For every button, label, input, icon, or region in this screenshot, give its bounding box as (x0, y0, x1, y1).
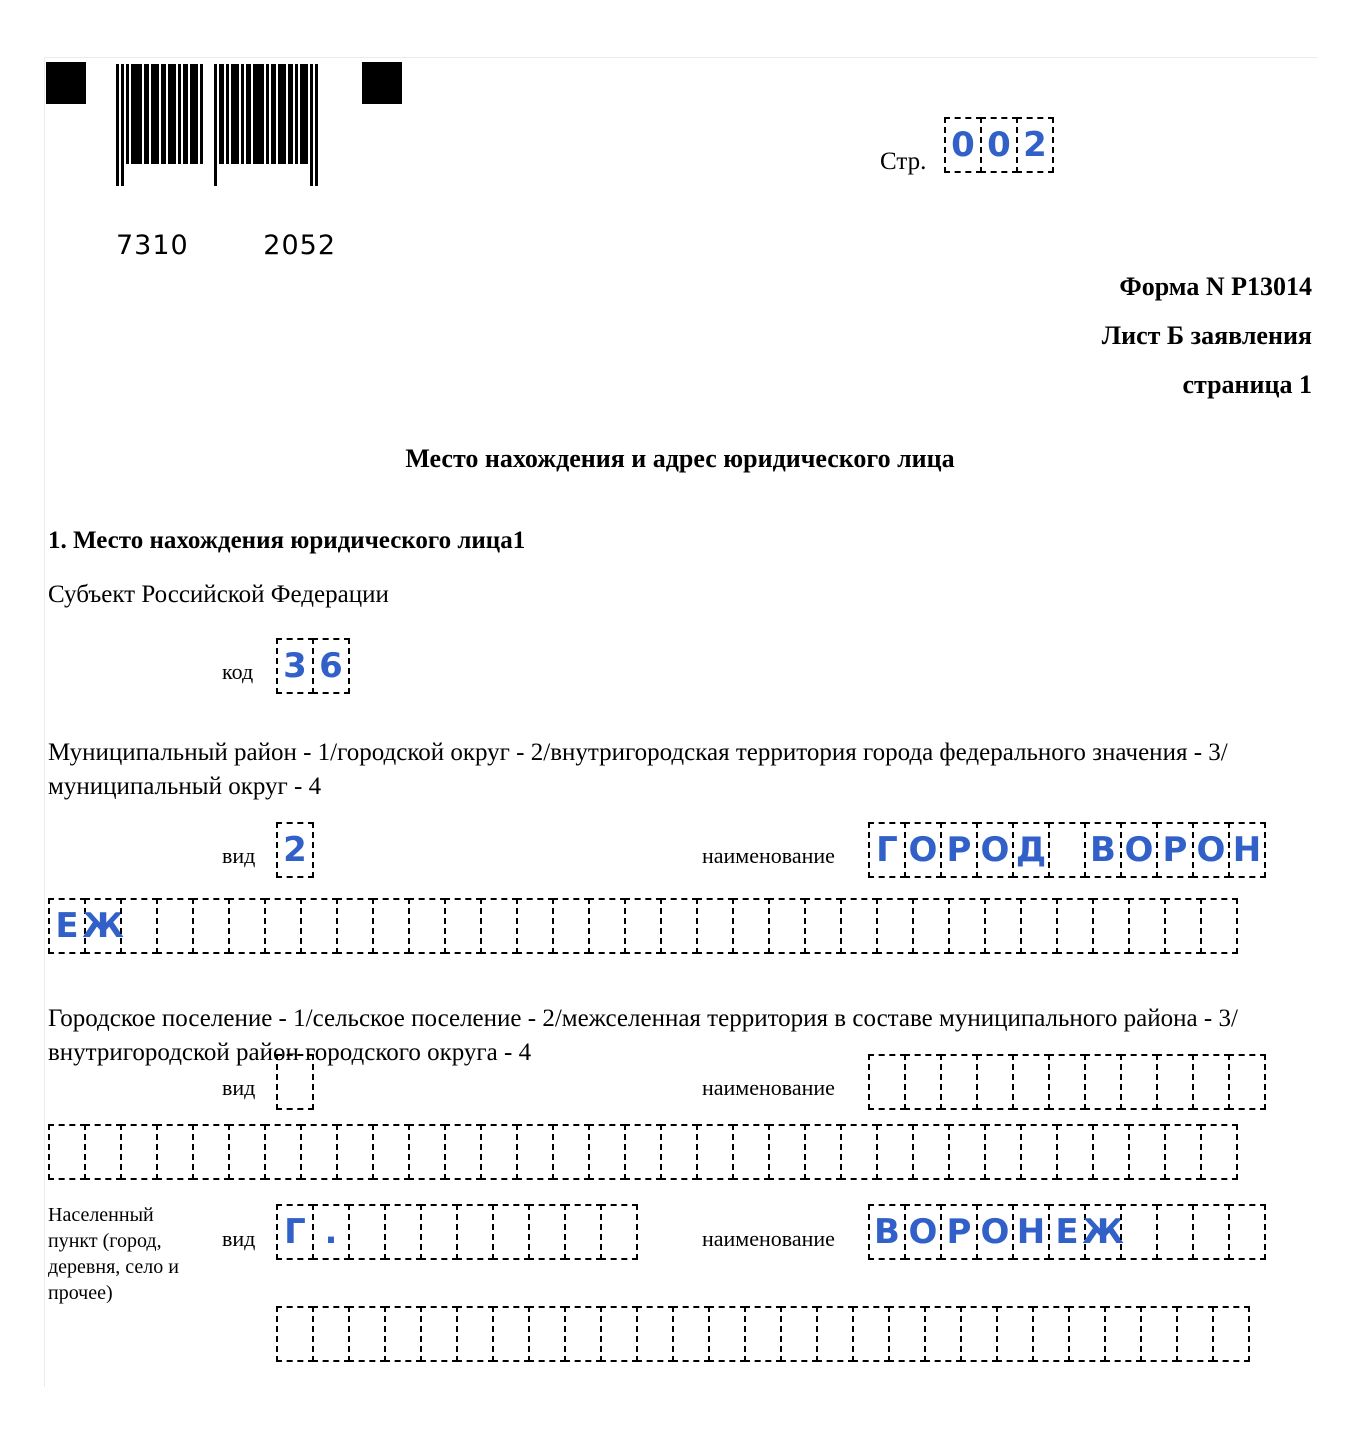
locality-name-cell[interactable]: В (868, 1204, 906, 1260)
municipal-name-continuation-cell[interactable] (1200, 898, 1238, 954)
municipal-name-continuation-cell[interactable] (156, 898, 194, 954)
settlement-name-continuation-cell[interactable] (192, 1124, 230, 1180)
locality-vid-cell[interactable] (456, 1204, 494, 1260)
settlement-name-continuation-cell[interactable] (156, 1124, 194, 1180)
settlement-vid-field[interactable] (276, 1054, 314, 1110)
kod-cell[interactable]: 6 (312, 638, 350, 694)
subject-label: Субъект Российской Федерации (48, 581, 389, 608)
municipal-name-cell[interactable]: Г (868, 822, 906, 878)
form-number: Форма N Р13014 (1119, 272, 1312, 301)
settlement-name-cell[interactable] (868, 1054, 906, 1110)
settlement-name-continuation-cell[interactable] (768, 1124, 806, 1180)
settlement-name-continuation-cell[interactable] (1164, 1124, 1202, 1180)
settlement-name-field[interactable] (868, 1054, 1266, 1110)
locality-name-continuation-cell[interactable] (276, 1306, 314, 1362)
barcode-icon (46, 62, 406, 261)
locality-name-continuation-cell[interactable] (1068, 1306, 1106, 1362)
municipal-name-continuation-cell[interactable] (840, 898, 878, 954)
settlement-name-continuation-cell[interactable] (840, 1124, 878, 1180)
settlement-description: Городское поселение - 1/сельское поселение - 2/межселенная территория в составе муниципального района - 3/внутригородской район городского округа - 4 (48, 1005, 1238, 1066)
municipal-name-cell[interactable]: О (1192, 822, 1230, 878)
municipal-name-continuation-cell[interactable] (696, 898, 734, 954)
municipal-vid-field[interactable] (276, 822, 314, 878)
municipal-name-continuation-cell[interactable] (300, 898, 338, 954)
municipal-name-continuation-cell[interactable] (1164, 898, 1202, 954)
municipal-vid-cell[interactable]: 2 (276, 822, 314, 878)
page-number-cell[interactable]: 0 (944, 117, 982, 173)
locality-name-continuation-cell[interactable] (348, 1306, 386, 1362)
municipal-name-continuation-cell[interactable] (120, 898, 158, 954)
locality-vid-label: вид (222, 1226, 256, 1251)
locality-name-continuation-cell[interactable] (456, 1306, 494, 1362)
municipal-name-cell[interactable]: Р (940, 822, 978, 878)
section-heading: 1. Место нахождения юридического лица1 (48, 527, 526, 554)
form-page-label: страница 1 (1182, 370, 1312, 399)
settlement-name-continuation-cell[interactable] (732, 1124, 770, 1180)
municipal-name-continuation-cell[interactable] (804, 898, 842, 954)
municipal-name-continuation-cell[interactable] (912, 898, 950, 954)
settlement-name-continuation-cell[interactable] (804, 1124, 842, 1180)
kod-label: код (222, 659, 254, 684)
settlement-name-cell[interactable] (940, 1054, 978, 1110)
municipal-name-continuation-cell[interactable] (768, 898, 806, 954)
municipal-name-cell[interactable] (1048, 822, 1086, 878)
settlement-name-continuation-cell[interactable] (696, 1124, 734, 1180)
settlement-name-cell[interactable] (1156, 1054, 1194, 1110)
form-header (1102, 262, 1312, 409)
municipal-name-continuation-cell[interactable] (228, 898, 266, 954)
settlement-name-continuation-cell[interactable] (1056, 1124, 1094, 1180)
settlement-name-cell[interactable] (1012, 1054, 1050, 1110)
locality-name-continuation-cell[interactable] (960, 1306, 998, 1362)
settlement-name-cell[interactable] (1048, 1054, 1086, 1110)
locality-name-cell[interactable] (1156, 1204, 1194, 1260)
municipal-name-label: наименование (702, 843, 835, 868)
municipal-name-continuation-cell[interactable] (516, 898, 554, 954)
municipal-name-cell[interactable]: Н (1228, 822, 1266, 878)
locality-name-continuation-cell[interactable] (888, 1306, 926, 1362)
settlement-name-continuation-cell[interactable] (300, 1124, 338, 1180)
municipal-name-cell[interactable]: Д (1012, 822, 1050, 878)
locality-vid-field[interactable] (276, 1204, 638, 1260)
locality-name-continuation-cell[interactable] (528, 1306, 566, 1362)
barcode-digits-left: 7310 (116, 230, 189, 261)
locality-vid-cell[interactable] (528, 1204, 566, 1260)
locality-name-continuation-cell[interactable] (564, 1306, 602, 1362)
kod-field[interactable] (276, 638, 350, 694)
form-sheet: Лист Б заявления (1101, 321, 1312, 350)
municipal-name-continuation-cell[interactable] (480, 898, 518, 954)
settlement-name-continuation-cell[interactable] (984, 1124, 1022, 1180)
municipal-name-continuation-field[interactable] (48, 898, 1238, 954)
settlement-name-continuation-cell[interactable] (912, 1124, 950, 1180)
settlement-name-continuation-field[interactable] (48, 1124, 1238, 1180)
locality-name-continuation-cell[interactable] (384, 1306, 422, 1362)
municipal-vid-label: вид (222, 843, 256, 868)
page-title: Место нахождения и адрес юридического лица (405, 444, 955, 473)
settlement-name-continuation-cell[interactable] (264, 1124, 302, 1180)
settlement-name-continuation-cell[interactable] (660, 1124, 698, 1180)
locality-vid-cell[interactable] (384, 1204, 422, 1260)
settlement-name-continuation-cell[interactable] (1020, 1124, 1058, 1180)
page-marker-label: Стр. (880, 148, 927, 175)
locality-name-label: наименование (702, 1226, 835, 1251)
settlement-name-continuation-cell[interactable] (876, 1124, 914, 1180)
settlement-name-continuation-cell[interactable] (624, 1124, 662, 1180)
municipal-description: Муниципальный район - 1/городской округ - 2/внутригородская территория города федерального значения - 3/муниципальный округ - 4 (48, 739, 1228, 800)
locality-name-continuation-cell[interactable] (1032, 1306, 1070, 1362)
municipal-name-continuation-cell[interactable]: Е (48, 898, 86, 954)
locality-name-continuation-cell[interactable] (1212, 1306, 1250, 1362)
barcode-digits-right: 2052 (263, 230, 336, 261)
locality-name-field[interactable] (868, 1204, 1266, 1260)
locality-name-continuation-field[interactable] (276, 1306, 1250, 1362)
municipal-name-continuation-cell[interactable] (1056, 898, 1094, 954)
settlement-name-continuation-cell[interactable] (48, 1124, 86, 1180)
municipal-name-continuation-cell[interactable]: Ж (84, 898, 122, 954)
municipal-name-cell[interactable]: Р (1156, 822, 1194, 878)
municipal-name-continuation-cell[interactable] (1128, 898, 1166, 954)
municipal-name-continuation-cell[interactable] (624, 898, 662, 954)
locality-name-continuation-cell[interactable] (780, 1306, 818, 1362)
locality-name-continuation-cell[interactable] (492, 1306, 530, 1362)
settlement-name-cell[interactable] (976, 1054, 1014, 1110)
locality-name-cell[interactable] (1120, 1204, 1158, 1260)
settlement-name-continuation-cell[interactable] (1128, 1124, 1166, 1180)
locality-vid-cell[interactable] (600, 1204, 638, 1260)
locality-name-cell[interactable]: О (904, 1204, 942, 1260)
municipal-name-continuation-cell[interactable] (876, 898, 914, 954)
page-number-field[interactable] (944, 117, 1054, 173)
municipal-name-cell[interactable]: О (904, 822, 942, 878)
locality-name-cell[interactable] (1192, 1204, 1230, 1260)
settlement-name-label: наименование (702, 1075, 835, 1100)
settlement-vid-label: вид (222, 1075, 256, 1100)
locality-vid-cell[interactable]: Г (276, 1204, 314, 1260)
barcode-corner-square-left (46, 62, 86, 104)
settlement-name-continuation-cell[interactable] (480, 1124, 518, 1180)
municipal-name-continuation-cell[interactable] (372, 898, 410, 954)
settlement-name-cell[interactable] (1084, 1054, 1122, 1110)
locality-name-continuation-cell[interactable] (600, 1306, 638, 1362)
settlement-name-continuation-cell[interactable] (84, 1124, 122, 1180)
municipal-name-cell[interactable]: В (1084, 822, 1122, 878)
page-frame-top (44, 57, 1318, 58)
settlement-name-continuation-cell[interactable] (1092, 1124, 1130, 1180)
settlement-name-continuation-cell[interactable] (588, 1124, 626, 1180)
locality-name-continuation-cell[interactable] (1176, 1306, 1214, 1362)
locality-name-cell[interactable]: Е (1048, 1204, 1086, 1260)
locality-label: Населенный пункт (город, деревня, село и прочее) (48, 1204, 179, 1304)
settlement-name-continuation-cell[interactable] (120, 1124, 158, 1180)
locality-name-continuation-cell[interactable] (852, 1306, 890, 1362)
settlement-vid-cell[interactable] (276, 1054, 314, 1110)
settlement-name-continuation-cell[interactable] (552, 1124, 590, 1180)
municipal-name-cell[interactable]: О (1120, 822, 1158, 878)
locality-name-cell[interactable]: О (976, 1204, 1014, 1260)
settlement-name-continuation-cell[interactable] (228, 1124, 266, 1180)
municipal-name-continuation-cell[interactable] (552, 898, 590, 954)
barcode-bars (116, 64, 320, 184)
municipal-name-continuation-cell[interactable] (1092, 898, 1130, 954)
locality-name-cell[interactable] (1228, 1204, 1266, 1260)
municipal-name-continuation-cell[interactable] (444, 898, 482, 954)
barcode-corner-square-right (362, 62, 402, 104)
locality-name-continuation-cell[interactable] (672, 1306, 710, 1362)
locality-name-continuation-cell[interactable] (708, 1306, 746, 1362)
locality-name-continuation-cell[interactable] (1140, 1306, 1178, 1362)
municipal-name-continuation-cell[interactable] (336, 898, 374, 954)
locality-name-continuation-cell[interactable] (996, 1306, 1034, 1362)
page-number-cell[interactable]: 2 (1016, 117, 1054, 173)
settlement-name-cell[interactable] (1120, 1054, 1158, 1110)
locality-name-continuation-cell[interactable] (924, 1306, 962, 1362)
settlement-name-continuation-cell[interactable] (336, 1124, 374, 1180)
locality-name-cell[interactable]: Р (940, 1204, 978, 1260)
locality-name-cell[interactable]: Ж (1084, 1204, 1122, 1260)
locality-name-continuation-cell[interactable] (744, 1306, 782, 1362)
locality-name-continuation-cell[interactable] (420, 1306, 458, 1362)
locality-vid-cell[interactable] (492, 1204, 530, 1260)
settlement-name-continuation-cell[interactable] (444, 1124, 482, 1180)
settlement-name-continuation-cell[interactable] (516, 1124, 554, 1180)
municipal-name-cell[interactable]: О (976, 822, 1014, 878)
municipal-name-continuation-cell[interactable] (984, 898, 1022, 954)
locality-vid-cell[interactable] (348, 1204, 386, 1260)
municipal-name-field[interactable] (868, 822, 1266, 878)
locality-vid-cell[interactable]: . (312, 1204, 350, 1260)
settlement-name-continuation-cell[interactable] (372, 1124, 410, 1180)
settlement-name-continuation-cell[interactable] (1200, 1124, 1238, 1180)
settlement-name-continuation-cell[interactable] (408, 1124, 446, 1180)
municipal-name-continuation-cell[interactable] (408, 898, 446, 954)
municipal-name-continuation-cell[interactable] (732, 898, 770, 954)
locality-name-continuation-cell[interactable] (636, 1306, 674, 1362)
municipal-name-continuation-cell[interactable] (192, 898, 230, 954)
locality-vid-cell[interactable] (564, 1204, 602, 1260)
locality-vid-cell[interactable] (420, 1204, 458, 1260)
municipal-name-continuation-cell[interactable] (588, 898, 626, 954)
page-frame-left (44, 57, 45, 1387)
locality-name-continuation-cell[interactable] (816, 1306, 854, 1362)
municipal-name-continuation-cell[interactable] (264, 898, 302, 954)
kod-cell[interactable]: 3 (276, 638, 314, 694)
settlement-name-cell[interactable] (904, 1054, 942, 1110)
page-number-cell[interactable]: 0 (980, 117, 1018, 173)
settlement-name-cell[interactable] (1228, 1054, 1266, 1110)
settlement-name-cell[interactable] (1192, 1054, 1230, 1110)
barcode-digits (116, 230, 336, 261)
locality-name-continuation-cell[interactable] (1104, 1306, 1142, 1362)
locality-name-cell[interactable]: Н (1012, 1204, 1050, 1260)
municipal-name-continuation-cell[interactable] (948, 898, 986, 954)
settlement-name-continuation-cell[interactable] (948, 1124, 986, 1180)
municipal-name-continuation-cell[interactable] (1020, 898, 1058, 954)
locality-name-continuation-cell[interactable] (312, 1306, 350, 1362)
municipal-name-continuation-cell[interactable] (660, 898, 698, 954)
